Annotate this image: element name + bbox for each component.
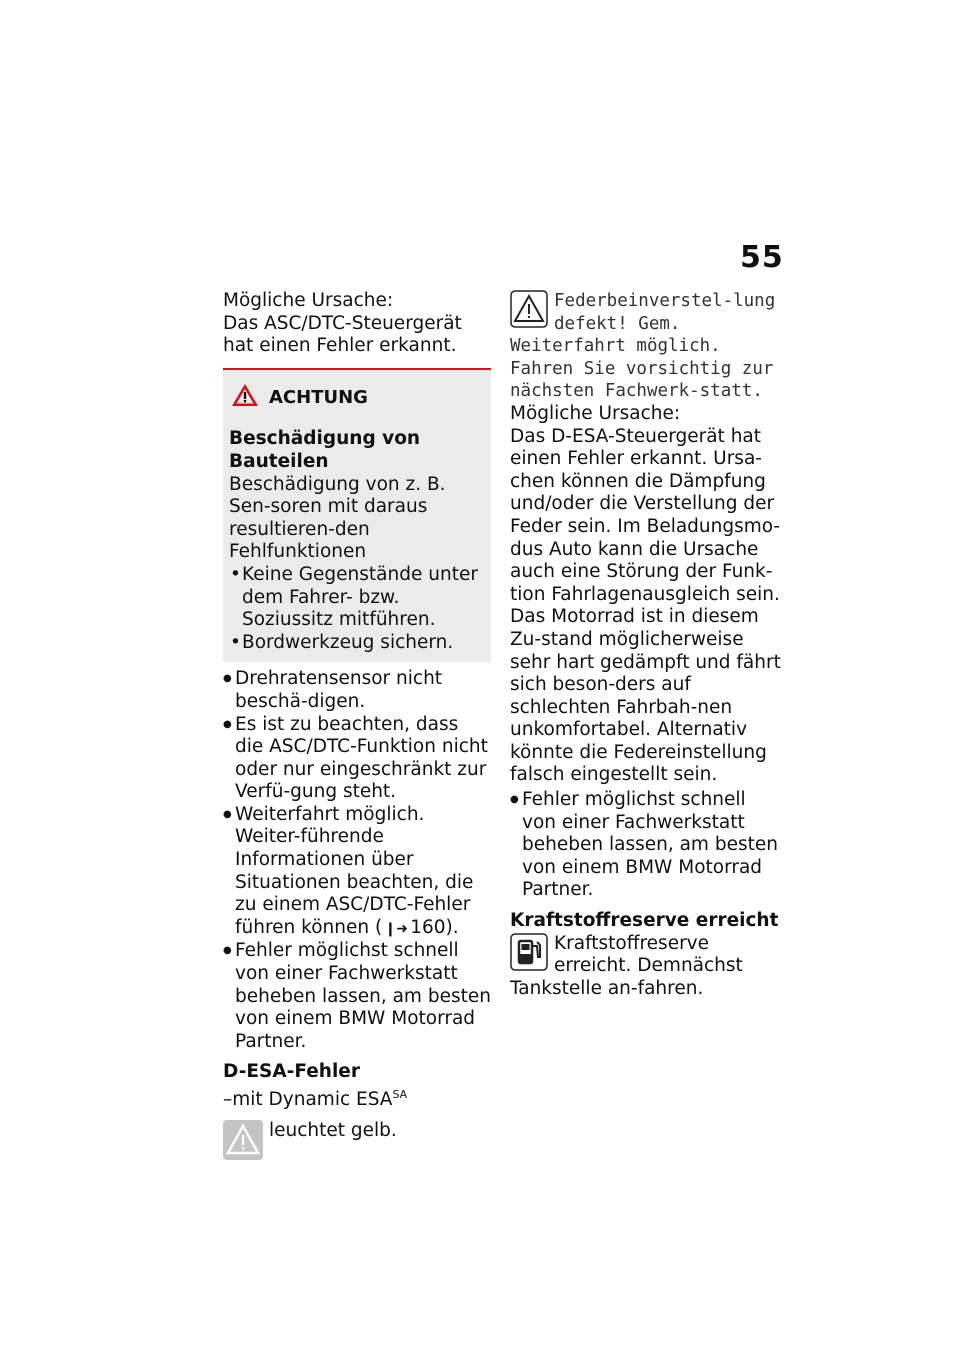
list-item: ● Es ist zu beachten, dass die ASC/DTC-Funktion nicht oder nur eingeschränkt zur Verfü-gung steht. [223,714,491,804]
cause-label: Mögliche Ursache: [223,290,394,311]
page-number: 55 [740,240,784,275]
right-column [510,290,782,1000]
warning-heading: Beschädigung von Bauteilen [229,428,421,472]
page-reference-arrow-icon: ❙➜ [384,920,408,937]
page-reference[interactable]: 160). [410,916,459,938]
fuel-text: Kraftstoffreserve erreicht. Demnächst Tankstelle an-fahren. [510,932,743,999]
display-message-block [510,290,782,403]
cause-text: Das ASC/DTC-Steuergerät hat einen Fehler erkannt. [223,312,462,357]
desa-indicator-row [223,1120,491,1167]
warning-title [229,382,483,415]
warning-title-text: ACHTUNG [269,386,368,408]
warning-box [223,368,491,663]
fuel-heading: Kraftstoffreserve erreicht [510,910,779,932]
desa-sup: SA [392,1088,408,1101]
ref-open: ( [374,916,383,938]
desa-subtitle [223,1084,491,1112]
cause-text: Das D-ESA-Steuergerät hat einen Fehler erkannt. Ursa-chen können die Dämpfung und/oder die Verstellung der Feder sein. Im Beladungsmo-dus Auto kann die Ursache auch eine Störung der Funk-tion Fahrlagenausgleich sein. Das Motorrad ist in diesem Zu-stand möglicherweise sehr hart gedämpft und fährt sich beson-ders auf schlechten Fahrbah-nen unkomfortabel. Alternativ könnte die Federeinstellung falsch eingestellt sein. [510,425,781,786]
warning-triangle-outline-icon [510,290,548,335]
desa-light-text: leuchtet gelb. [269,1119,397,1141]
list-item [223,804,491,941]
cause-label: Mögliche Ursache: [510,402,681,424]
fuel-row [510,933,782,1001]
warning-text: Beschädigung von z. B. Sen-soren mit daraus resultieren-den Fehlfunktionen [229,473,446,563]
display-message: Federbeinverstel-lung defekt! Gem. Weiterfahrt möglich. Fahren Sie vorsichtig zur nächsten Fachwerk-statt. [510,291,776,402]
list-item: • Bordwerkzeug sichern. [229,632,483,655]
bullet-list [223,668,491,1053]
desa-sub-text: –mit Dynamic ESA [223,1089,393,1111]
warning-list [229,564,483,654]
list-item: ● Fehler möglichst schnell von einer Fachwerkstatt beheben lassen, am besten von einem BMW Motorrad Partner. [223,940,491,1053]
list-item: ● Drehratensensor nicht beschä-digen. [223,668,491,713]
list-item: ● Fehler möglichst schnell von einer Fachwerkstatt beheben lassen, am besten von einem BMW Motorrad Partner. [510,789,782,902]
fuel-pump-icon [510,933,548,978]
warning-triangle-icon [231,382,259,415]
left-column [223,290,491,1166]
bullet-text: Weiterfahrt möglich. Weiter-führende Informationen über Situationen beachten, die zu einem ASC/DTC-Fehler führen können [235,803,474,938]
desa-heading: D-ESA-Fehler [223,1061,360,1083]
general-warning-light-icon [223,1120,263,1167]
list-item: • Keine Gegenstände unter dem Fahrer- bzw. Soziussitz mitführen. [229,564,483,632]
bullet-list [510,789,782,902]
